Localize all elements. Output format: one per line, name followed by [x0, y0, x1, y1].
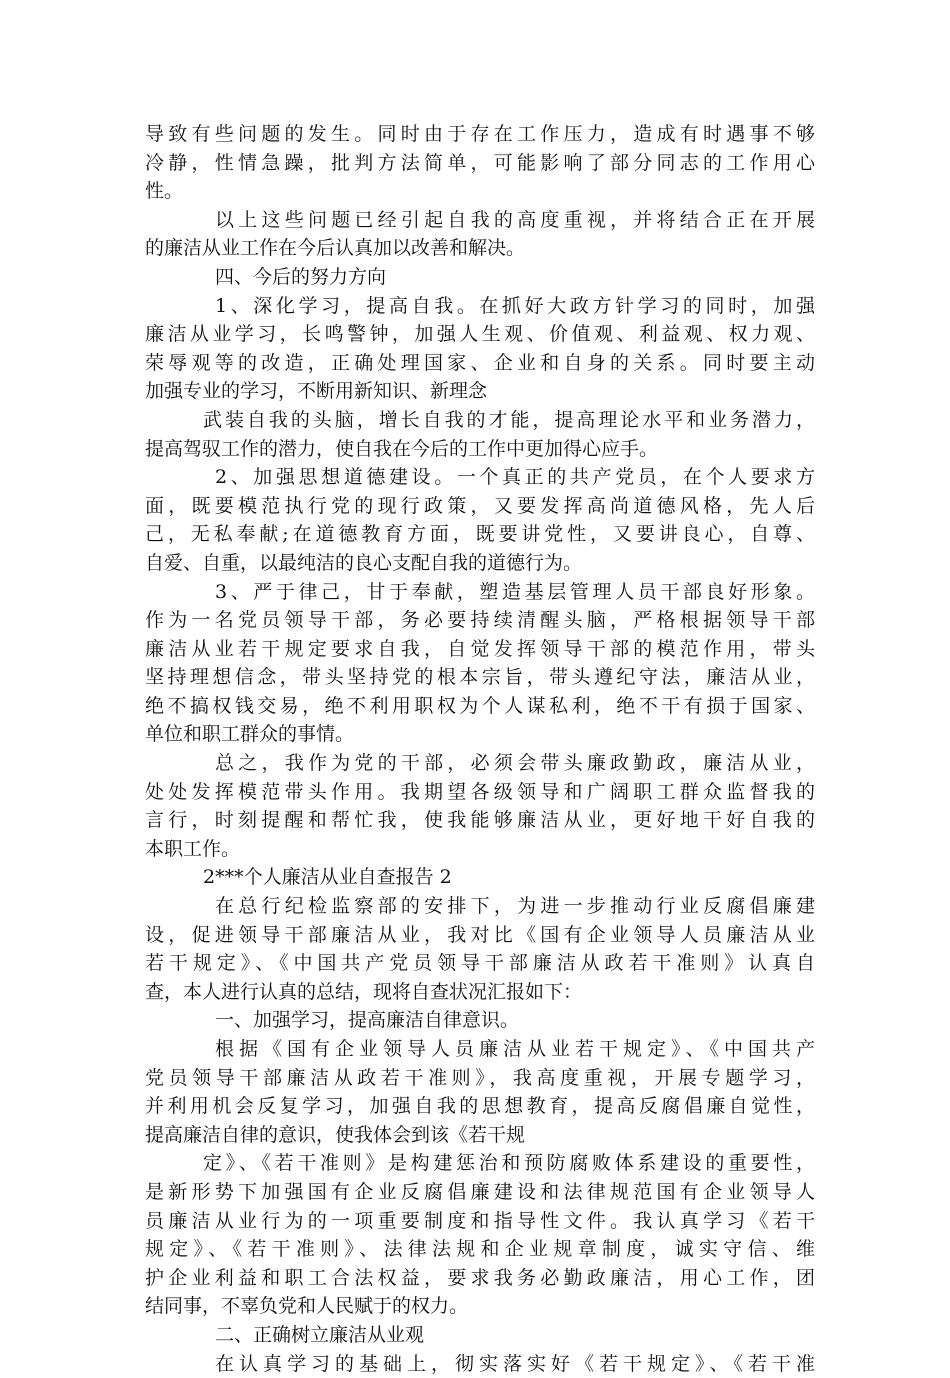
text-line: 3、严于律己，甘于奉献，塑造基层管理人员干部良好形象。	[215, 580, 815, 603]
text-line: 规定》、《若干准则》、法律法规和企业规章制度，诚实守信、维	[145, 1238, 815, 1261]
text-line: 四、今后的努力方向	[215, 265, 387, 288]
text-line: 设，促进领导干部廉洁从业，我对比《国有企业领导人员廉洁从业	[145, 923, 815, 946]
text-line: 己，无私奉献;在道德教育方面，既要讲党性，又要讲良心，自尊、	[145, 523, 815, 546]
text-line: 导致有些问题的发生。同时由于存在工作压力，造成有时遇事不够	[145, 123, 815, 145]
text-line: 党员领导干部廉洁从政若干准则》，我高度重视，开展专题学习，	[145, 1066, 815, 1089]
text-line: 2***个人廉洁从业自查报告 2	[203, 866, 452, 889]
text-line: 护企业利益和职工合法权益，要求我务必勤政廉洁，用心工作，团	[145, 1266, 815, 1289]
text-line: 总之，我作为党的干部，必须会带头廉政勤政，廉洁从业，	[215, 752, 815, 775]
text-line: 廉洁从业学习，长鸣警钟，加强人生观、价值观、利益观、权力观、	[145, 323, 815, 346]
text-line: 1、深化学习，提高自我。在抓好大政方针学习的同时，加强	[215, 294, 815, 317]
text-line: 根据《国有企业领导人员廉洁从业若干规定》、《中国共产	[215, 1038, 815, 1060]
text-line: 荣辱观等的改造，正确处理国家、企业和自身的关系。同时要主动	[145, 351, 815, 374]
text-line: 并利用机会反复学习，加强自我的思想教育，提高反腐倡廉自觉性，	[145, 1095, 815, 1118]
text-line: 的廉洁从业工作在今后认真加以改善和解决。	[145, 237, 526, 260]
text-line: 武装自我的头脑，增长自我的才能，提高理论水平和业务潜力，	[203, 408, 815, 431]
text-line: 结同事，不辜负党和人民赋于的权力。	[145, 1295, 469, 1318]
text-line: 在总行纪检监察部的安排下，为进一步推动行业反腐倡廉建	[215, 895, 815, 918]
text-line: 作为一名党员领导干部，务必要持续清醒头脑，严格根据领导干部	[145, 609, 815, 632]
text-line: 自爱、自重，以最纯洁的良心支配自我的道德行为。	[145, 551, 583, 574]
text-line: 一、加强学习，提高廉洁自律意识。	[215, 1009, 520, 1032]
text-line: 冷静，性情急躁，批判方法简单，可能影响了部分同志的工作用心	[145, 151, 815, 174]
document-body	[145, 120, 815, 1378]
text-line: 绝不搞权钱交易，绝不利用职权为个人谋私利，绝不干有损于国家、	[145, 694, 815, 717]
text-line: 廉洁从业若干规定要求自我，自觉发挥领导干部的模范作用，带头	[145, 637, 815, 660]
text-line: 加强专业的学习，不断用新知识、新理念	[145, 380, 488, 403]
text-line: 言行，时刻提醒和帮忙我，使我能够廉洁从业，更好地干好自我的	[145, 809, 815, 832]
text-line: 提高廉洁自律的意识，使我体会到该《若干规	[145, 1123, 526, 1146]
text-line: 二、正确树立廉洁从业观	[215, 1323, 425, 1346]
text-line: 处处发挥模范带头作用。我期望各级领导和广阔职工群众监督我的	[145, 780, 815, 803]
text-line: 2、加强思想道德建设。一个真正的共产党员，在个人要求方	[215, 466, 815, 489]
text-line: 查，本人进行认真的总结，现将自查状况汇报如下：	[145, 980, 583, 1003]
text-line: 提高驾驭工作的潜力，使自我在今后的工作中更加得心应手。	[145, 437, 659, 460]
text-line: 定》、《若干准则》是构建惩治和预防腐败体系建设的重要性，	[203, 1152, 815, 1175]
text-line: 员廉洁从业行为的一项重要制度和指导性文件。我认真学习《若干	[145, 1209, 815, 1232]
text-line: 面，既要模范执行党的现行政策，又要发挥高尚道德风格，先人后	[145, 494, 815, 517]
text-line: 在认真学习的基础上，彻实落实好《若干规定》、《若干准	[215, 1352, 815, 1375]
text-line: 性。	[145, 180, 184, 203]
text-line: 坚持理想信念，带头坚持党的根本宗旨，带头遵纪守法，廉洁从业，	[145, 666, 815, 689]
text-line: 是新形势下加强国有企业反腐倡廉建设和法律规范国有企业领导人	[145, 1180, 815, 1203]
text-line: 若干规定》、《中国共产党员领导干部廉洁从政若干准则》认真自	[145, 952, 815, 975]
text-line: 本职工作。	[145, 837, 241, 860]
text-line: 单位和职工群众的事情。	[145, 723, 355, 746]
text-line: 以上这些问题已经引起自我的高度重视，并将结合正在开展	[215, 208, 815, 231]
